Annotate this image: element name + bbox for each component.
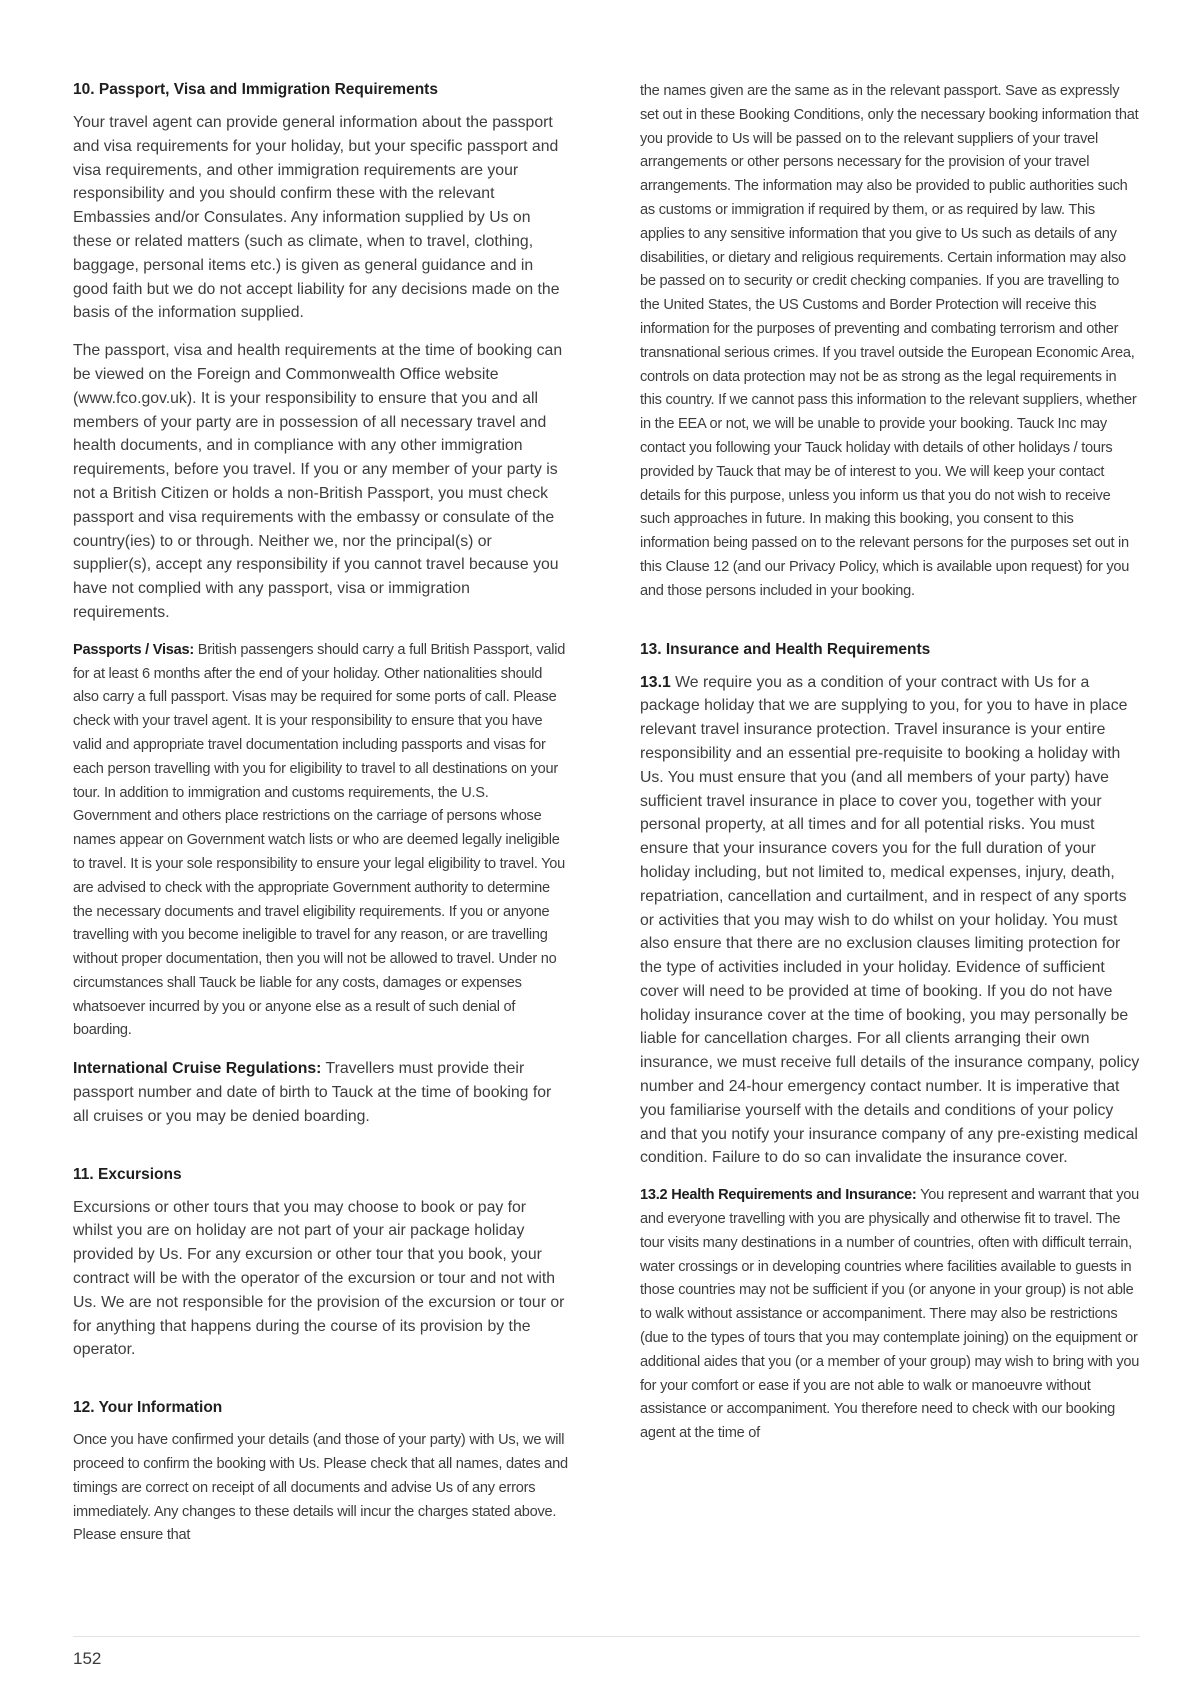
section-13-2-paragraph (640, 1184, 1140, 1446)
cruise-regulations-lead: International Cruise Regulations: (73, 1060, 322, 1078)
section-10-paragraph-1: Your travel agent can provide general information about the passport and visa requirements for your holiday, but your specific passport and visa requirements, and other immigration requirements are your responsibility and you should confirm these with the relevant Embassies and/or Consulates. Any information supplied by Us on these or related matters (such as climate, when to travel, clothing, baggage, personal items etc.) is given as general guidance and in good faith but we do not accept liability for any decisions made on the basis of the information supplied. (73, 114, 560, 322)
section-spacer (73, 1143, 569, 1165)
cruise-regulations-body: Travellers must provide their passport number and date of birth to Tauck at the time of booking for all cruises or you may be denied boarding. (73, 1060, 552, 1125)
section-11-heading: 11. Excursions (73, 1165, 182, 1183)
section-12-paragraph-1-continued: the names given are the same as in the relevant passport. Save as expressly set out in these Booking Conditions, only the necessary booking information that you provide to Us will be passed on to the relevant suppliers of your travel arrangements or other persons necessary for the provision of your travel arrangements. The information may also be provided to public authorities such as customs or immigration if required by them, or as required by law. This applies to any sensitive information that you give to Us such as details of any disabilities, or dietary and religious requirements. Certain information may also be passed on to security or credit checking companies. If you are travelling to the United States, the US Customs and Border Protection will receive this information for the purposes of preventing and combating terrorism and other transnational serious crimes. If you travel outside the European Economic Area, controls on data protection may not be as strong as the legal requirements in this country. If we cannot pass this information to the relevant suppliers, whether in the EEA or not, we will be unable to provide your booking. Tauck Inc may contact you following your Tauck holiday with details of other holidays / tours provided by Tauck that may be of interest to you. We will keep your contact details for this purpose, unless you inform us that you do not wish to receive such approaches in future. In making this booking, you consent to this information being passed on to the relevant persons for the purposes set out in this Clause 12 (and our Privacy Policy, which is available upon request) for you and those persons included in your booking. (640, 83, 1139, 599)
section-11-paragraph-1: Excursions or other tours that you may choose to book or pay for whilst you are on holiday are not part of your air package holiday provided by Us. For any excursion or other tour that you book, your contract will be with the operator of the excursion or tour and not with Us. We are not responsible for the provision of the excursion or tour or for anything that happens during the course of its provision by the operator. (73, 1198, 565, 1359)
section-10-cruise-regulations (73, 1057, 569, 1128)
clause-13-1-body: We require you as a condition of your contract with Us for a package holiday that we are supplying to you, for you to have in place relevant travel insurance protection. Travel insurance is your entire responsibility and an essential pre-requisite to booking a holiday with Us. You must ensure that you (and all members of your party) have sufficient travel insurance in place to cover you, together with your personal property, at all times and for all potential risks. You must ensure that your insurance covers you for the full duration of your holiday including, but not limited to, medical expenses, injury, death, repatriation, cancellation and curtailment, and in respect of any sports or activities that you may wish to do whilst on your holiday. You must also ensure that there are no exclusion clauses limiting protection for the type of activities included in your holiday. Evidence of sufficient cover will need to be provided at time of booking. If you do not have holiday insurance cover at the time of booking, you may personally be liable for cancellation charges. For all clients arranging their own insurance, we must receive full details of the insurance company, policy number and 24-hour emergency contact number. It is imperative that you familiarise yourself with the details and conditions of your policy and that you notify your insurance company of any pre-existing medical condition. Failure to do so can invalidate the insurance cover. (640, 673, 1140, 1167)
section-12-heading: 12. Your Information (73, 1399, 223, 1417)
clause-13-2-lead: 13.2 Health Requirements and Insurance: (640, 1187, 917, 1204)
section-13-heading: 13. Insurance and Health Requirements (640, 640, 931, 658)
section-13-1-paragraph (640, 671, 1140, 1171)
section-12-paragraph-1: Once you have confirmed your details (and those of your party) with Us, we will proceed to confirm the booking with Us. Please check that all names, dates and timings are correct on receipt of all documents and advise Us of any errors immediately. Any changes to these details will incur the charges stated above. Please ensure that (73, 1432, 568, 1544)
passports-visas-lead: Passports / Visas: (73, 641, 194, 658)
section-10-passports-visas (73, 639, 569, 1044)
clause-13-2-body: You represent and warrant that you and everyone travelling with you are physically and otherwise fit to travel. The tour visits many destinations in a number of countries, often with difficult terrain, water crossings or in developing countries where facilities available to guests in those countries may not be sufficient if you (or anyone in your group) is not able to walk without assistance or accompaniment. There may also be restrictions (due to the types of tours that you may contemplate joining) on the equipment or additional aides that you (or a member of your group) may wish to bring with you for your comfort or ease if you are not able to walk or manoeuvre without assistance or accompaniment. You therefore need to check with our booking agent at the time of (640, 1187, 1140, 1442)
left-column (73, 80, 569, 1562)
clause-13-1-lead: 13.1 (640, 673, 671, 691)
right-column (640, 80, 1140, 1460)
section-spacer (640, 618, 1140, 640)
footer-divider (73, 1636, 1140, 1637)
page-number: 152 (73, 1649, 102, 1668)
section-10-paragraph-2: The passport, visa and health requirements at the time of booking can be viewed on the Foreign and Commonwealth Office website (www.fco.gov.uk). It is your responsibility to ensure that you and all members of your party are in possession of all necessary travel and health documents, and in compliance with any other immigration requirements, before you travel. If you or any member of your party is not a British Citizen or holds a non-British Passport, you must check passport and visa requirements with the embassy or consulate of the country(ies) to or through. Neither we, nor the principal(s) or supplier(s), accept any responsibility if you cannot travel because you have not complied with any passport, visa or immigration requirements. (73, 342, 563, 621)
passports-visas-body: British passengers should carry a full British Passport, valid for at least 6 months after the end of your holiday. Other nationalities should also carry a full passport. Visas may be required for some ports of call. Please check with your travel agent. It is your responsibility to ensure that you have valid and appropriate travel documentation including passports and visas for each person travelling with you for eligibility to travel to all destinations on your tour. In addition to immigration and customs requirements, the U.S. Government and others place restrictions on the carriage of persons whose names appear on Government watch lists or who are deemed legally ineligible to travel. It is your sole responsibility to ensure your legal eligibility to travel. You are advised to check with the appropriate Government authority to determine the necessary documents and travel eligibility requirements. If you or anyone travelling with you become ineligible to travel for any reason, or are travelling without proper documentation, then you will not be allowed to travel. Under no circumstances shall Tauck be liable for any costs, damages or expenses whatsoever incurred by you or anyone else as a result of such denial of boarding. (73, 641, 566, 1039)
section-10-heading: 10. Passport, Visa and Immigration Requirements (73, 81, 438, 98)
section-spacer (73, 1376, 569, 1398)
